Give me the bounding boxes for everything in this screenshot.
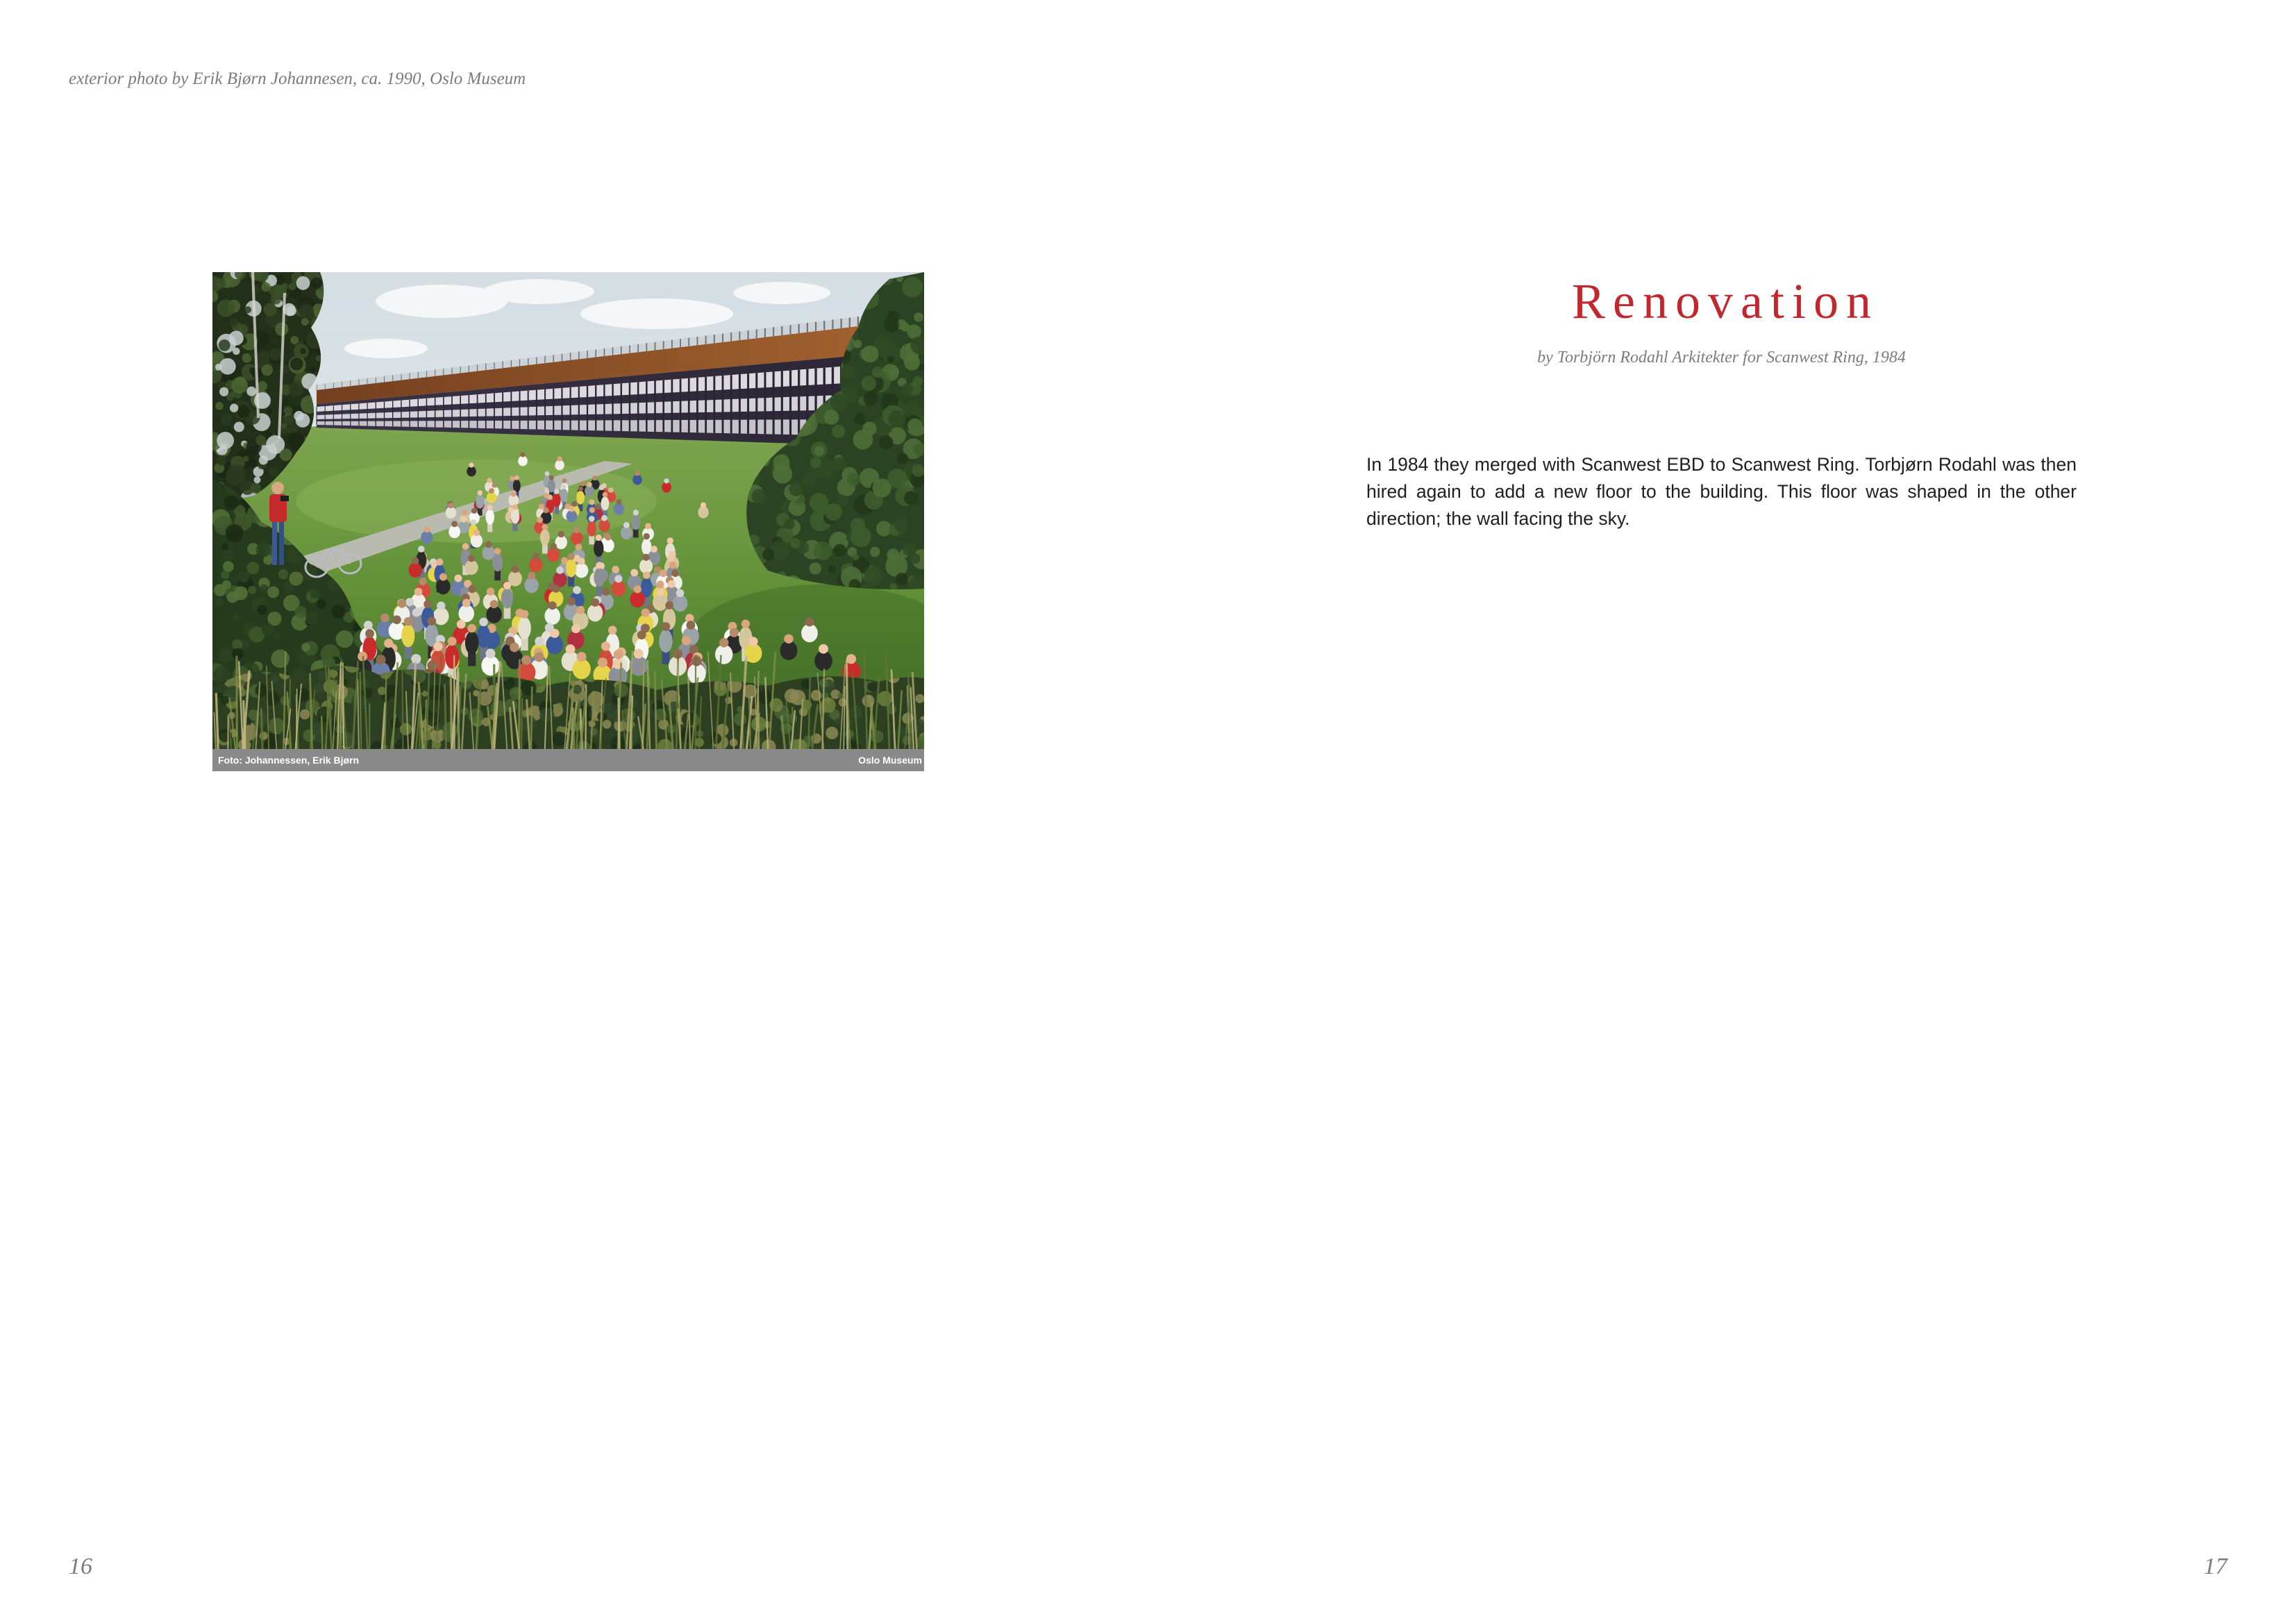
photo-credit-bar (212, 749, 924, 771)
section-subtitle: by Torbjörn Rodahl Arkitekter for Scanwest Ring, 1984 (1537, 348, 1906, 367)
photo-credit-photographer: Foto: Johannessen, Erik Bjørn (218, 755, 360, 766)
page-number-right: 17 (2204, 1554, 2227, 1579)
photo-caption: exterior photo by Erik Bjørn Johannesen, ca. 1990, Oslo Museum (69, 69, 526, 88)
page-number-left: 16 (69, 1554, 92, 1579)
section-title: Renovation (1572, 274, 1879, 329)
photo-credit-museum: Oslo Museum (858, 755, 922, 766)
exterior-photo (212, 272, 924, 771)
photo-scene (212, 272, 924, 749)
body-paragraph: In 1984 they merged with Scanwest EBD to Scanwest Ring. Torbjørn Rodahl was then hired again to add a new floor to the building. This floor was shaped in the other direction; the wall facing the sky. (1366, 454, 2077, 529)
